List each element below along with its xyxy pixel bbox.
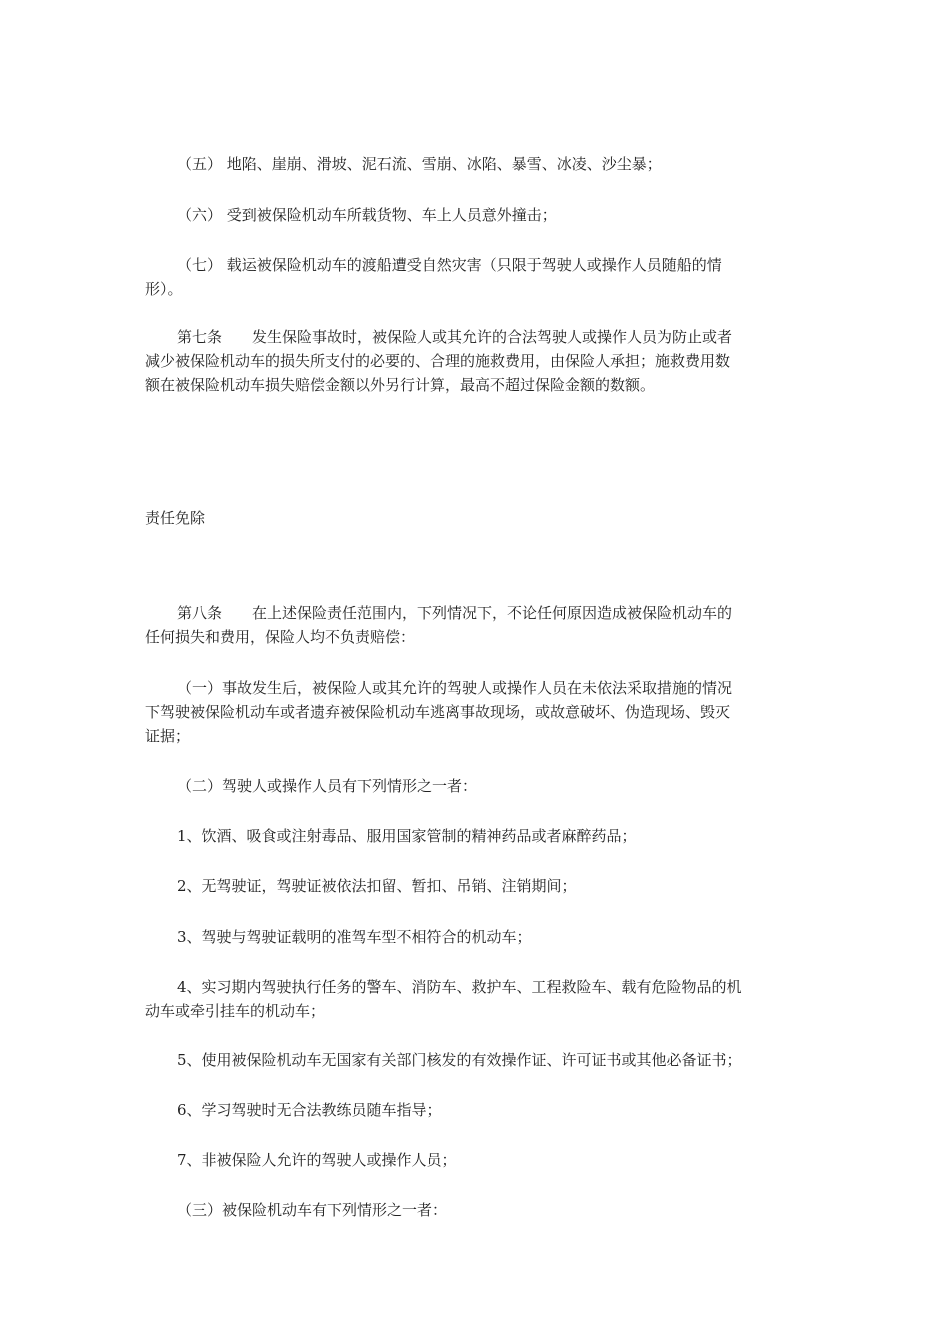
clause-item-5: （五） 地陷、崖崩、滑坡、泥石流、雪崩、冰陷、暴雪、冰凌、沙尘暴； xyxy=(177,155,662,173)
exclusion-item-1: （一）事故发生后，被保险人或其允许的驾驶人或操作人员在未依法采取措施的情况 下驾驶被保险机动车或者遗弃被保险机动车逃离事故现场，或故意破坏、伪造现场、毁灭 证据； xyxy=(145,679,733,745)
exclusion-item-2: （二）驾驶人或操作人员有下列情形之一者： xyxy=(177,777,478,795)
sub-item-1: 1、饮酒、吸食或注射毒品、服用国家管制的精神药品或者麻醉药品； xyxy=(177,827,637,845)
clause-item-7: （七） 载运被保险机动车的渡船遭受自然灾害（只限于驾驶人或操作人员随船的情 形）。 xyxy=(145,256,722,298)
article-7: 第七条 发生保险事故时，被保险人或其允许的合法驾驶人或操作人员为防止或者 减少被保险机动车的损失所支付的必要的、合理的施救费用，由保险人承担；施救费用数 额在被保险机动车损失赔偿金额以外另行计算，最高不超过保险金额的数额。 xyxy=(145,328,733,394)
sub-item-4: 4、实习期内驾驶执行任务的警车、消防车、救护车、工程救险车、载有危险物品的机 动车或牵引挂车的机动车； xyxy=(145,978,742,1020)
sub-item-6: 6、学习驾驶时无合法教练员随车指导； xyxy=(177,1101,442,1119)
section-title: 责任免除 xyxy=(145,509,206,527)
sub-item-7: 7、非被保险人允许的驾驶人或操作人员； xyxy=(177,1151,457,1169)
sub-item-2: 2、无驾驶证，驾驶证被依法扣留、暂扣、吊销、注销期间； xyxy=(177,877,577,895)
sub-item-3: 3、驾驶与驾驶证载明的准驾车型不相符合的机动车； xyxy=(177,928,532,946)
article-8: 第八条 在上述保险责任范围内，下列情况下，不论任何原因造成被保险机动车的 任何损失和费用，保险人均不负责赔偿： xyxy=(145,604,733,646)
sub-item-5: 5、使用被保险机动车无国家有关部门核发的有效操作证、许可证书或其他必备证书； xyxy=(177,1051,742,1069)
clause-item-6: （六） 受到被保险机动车所载货物、车上人员意外撞击； xyxy=(177,206,557,224)
exclusion-item-3: （三）被保险机动车有下列情形之一者： xyxy=(177,1201,448,1219)
